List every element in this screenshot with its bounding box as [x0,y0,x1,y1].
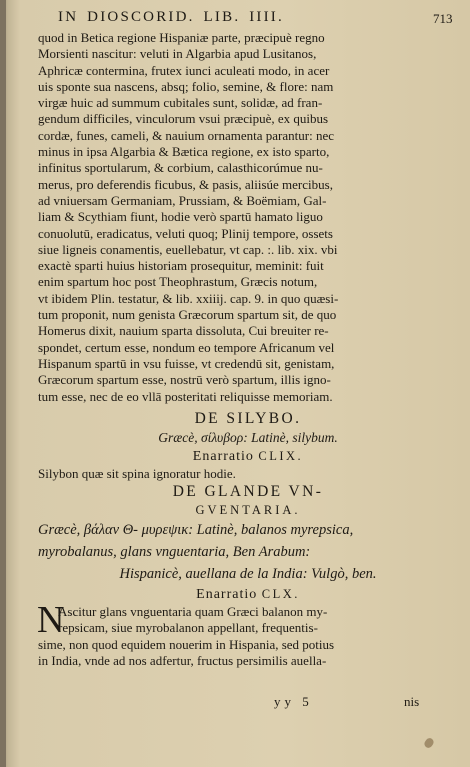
text-line: infinitus sportularum, & corbium, calasthicorúmue nu- [38,160,323,176]
ink-stain [423,737,435,750]
text-line: Morsienti nascitur: veluti in Algarbia apud Lusitanos, [38,46,317,62]
catchword: nis [404,694,420,709]
paragraph-sparto [38,30,458,405]
enarratio-numeral: CLX. [261,587,300,602]
text-block [38,30,458,669]
text-line: cordæ, funes, cameli, & nauium ornamenta parantur: nec [38,127,335,143]
text-line: liam & Scythiam fiunt, hodie verò spartū hamato liguo [38,209,323,225]
text-line: enim spartum hoc post Theophrastum, Græcis notum, [38,274,318,290]
text-line: Homerus dixit, nauium sparta dissoluta, Cui breuiter re- [38,323,329,339]
text-line: conuolutū, eradicatus, veluti quoq; Plinij tempore, ossets [38,225,333,241]
text-line: in India, vnde ad nos adfertur, fructus persimilis auella- [38,653,327,669]
text-line: minus in ipsa Algarbia & Bætica regione, ex isto sparto, [38,144,330,160]
glans-paragraph [37,599,458,669]
enarratio-label: Enarratio [196,587,258,603]
heading-de-silybo: DE SILYBO. [194,409,302,427]
text-line: Hispanum spartū in vsu fuisse, vt credendū sit, genistam, [38,355,335,371]
text-line: exactè sparti huius historiam prosequitur, meminit: fuit [38,258,324,274]
silybum-names: Græcè, σίλυβορ: Latinè, silybum. [158,429,338,445]
enarratio-clix [38,447,458,466]
names-line: Græcè, βάλαν Θ- μυρεψικ: Latinè, balanos myrepsica, [38,522,354,539]
signature-mark: yy 5 [274,694,313,709]
text-line: spondet, certum esse, nondum eo tempore Africanum vel [38,339,335,355]
enarratio-numeral: CLIX. [258,448,304,463]
text-line: sime, non quod equidem nouerim in Hispania, sed potius [38,636,335,652]
names-line: Hispanicè, auellana de la India: Vulgò, ben. [119,566,377,583]
text-line: quod in Betica regione Hispaniæ parte, præcipuè regno [38,30,325,45]
text-line: tum proponit, num genista Græcorum spartum sit, de quo [38,307,337,323]
drop-cap: N [37,599,65,642]
glans-text [37,599,458,669]
silybum-text: Silybon quæ sit spina ignoratur hodie. [38,465,236,481]
enarratio-clx [38,585,458,604]
text-line: uis sponte sua nascens, absq; folio, semine, & flore: nam [38,78,334,94]
text-line: Ascitur glans vnguentaria quam Græci balanon my- [58,604,328,620]
text-line: merus, pro deferendis ficubus, & pasis, aliisúe mercibus, [38,176,333,192]
heading-de-glande-line2: GVENTARIA. [195,503,301,518]
text-line: vt ibidem Plin. testatur, & lib. xxiiij. cap. 9. in quo quæsi- [38,290,339,306]
text-line: ad vniuersam Germaniam, Prussiam, & Boëmiam, Gal- [38,192,327,208]
text-line: repsicam, siue myrobalanon appellant, frequentis- [58,620,318,636]
names-line: myrobalanus, glans vnguentaria, Ben Arabum: [38,544,311,561]
running-head: IN DIOSCORID. LIB. IIII. [58,9,284,25]
text-line: siue ligneis conamentis, euellebatur, vt cap. :. lib. xix. vbi [38,241,338,257]
text-line: virgæ huic ad summum cubitales sunt, solidæ, ad fran- [38,95,323,111]
page-gutter-edge [0,0,6,767]
enarratio-label: Enarratio [192,448,254,464]
glans-names [38,519,458,585]
page-number: 713 [433,11,453,26]
text-line: Aphricæ contermina, frutex iunci aculeati modo, in acer [38,62,330,78]
text-line: gendum difficiles, vinculorum vsui præcipuè, ex quibus [38,111,329,127]
text-line: tum esse, nec de eo vllā posteritati reliquisse memoriam. [38,388,333,404]
text-line: Græcorum spartum esse, nostrū verò spartum, illis igno- [38,372,331,388]
heading-de-glande-line1: DE GLANDE VN- [172,483,324,501]
